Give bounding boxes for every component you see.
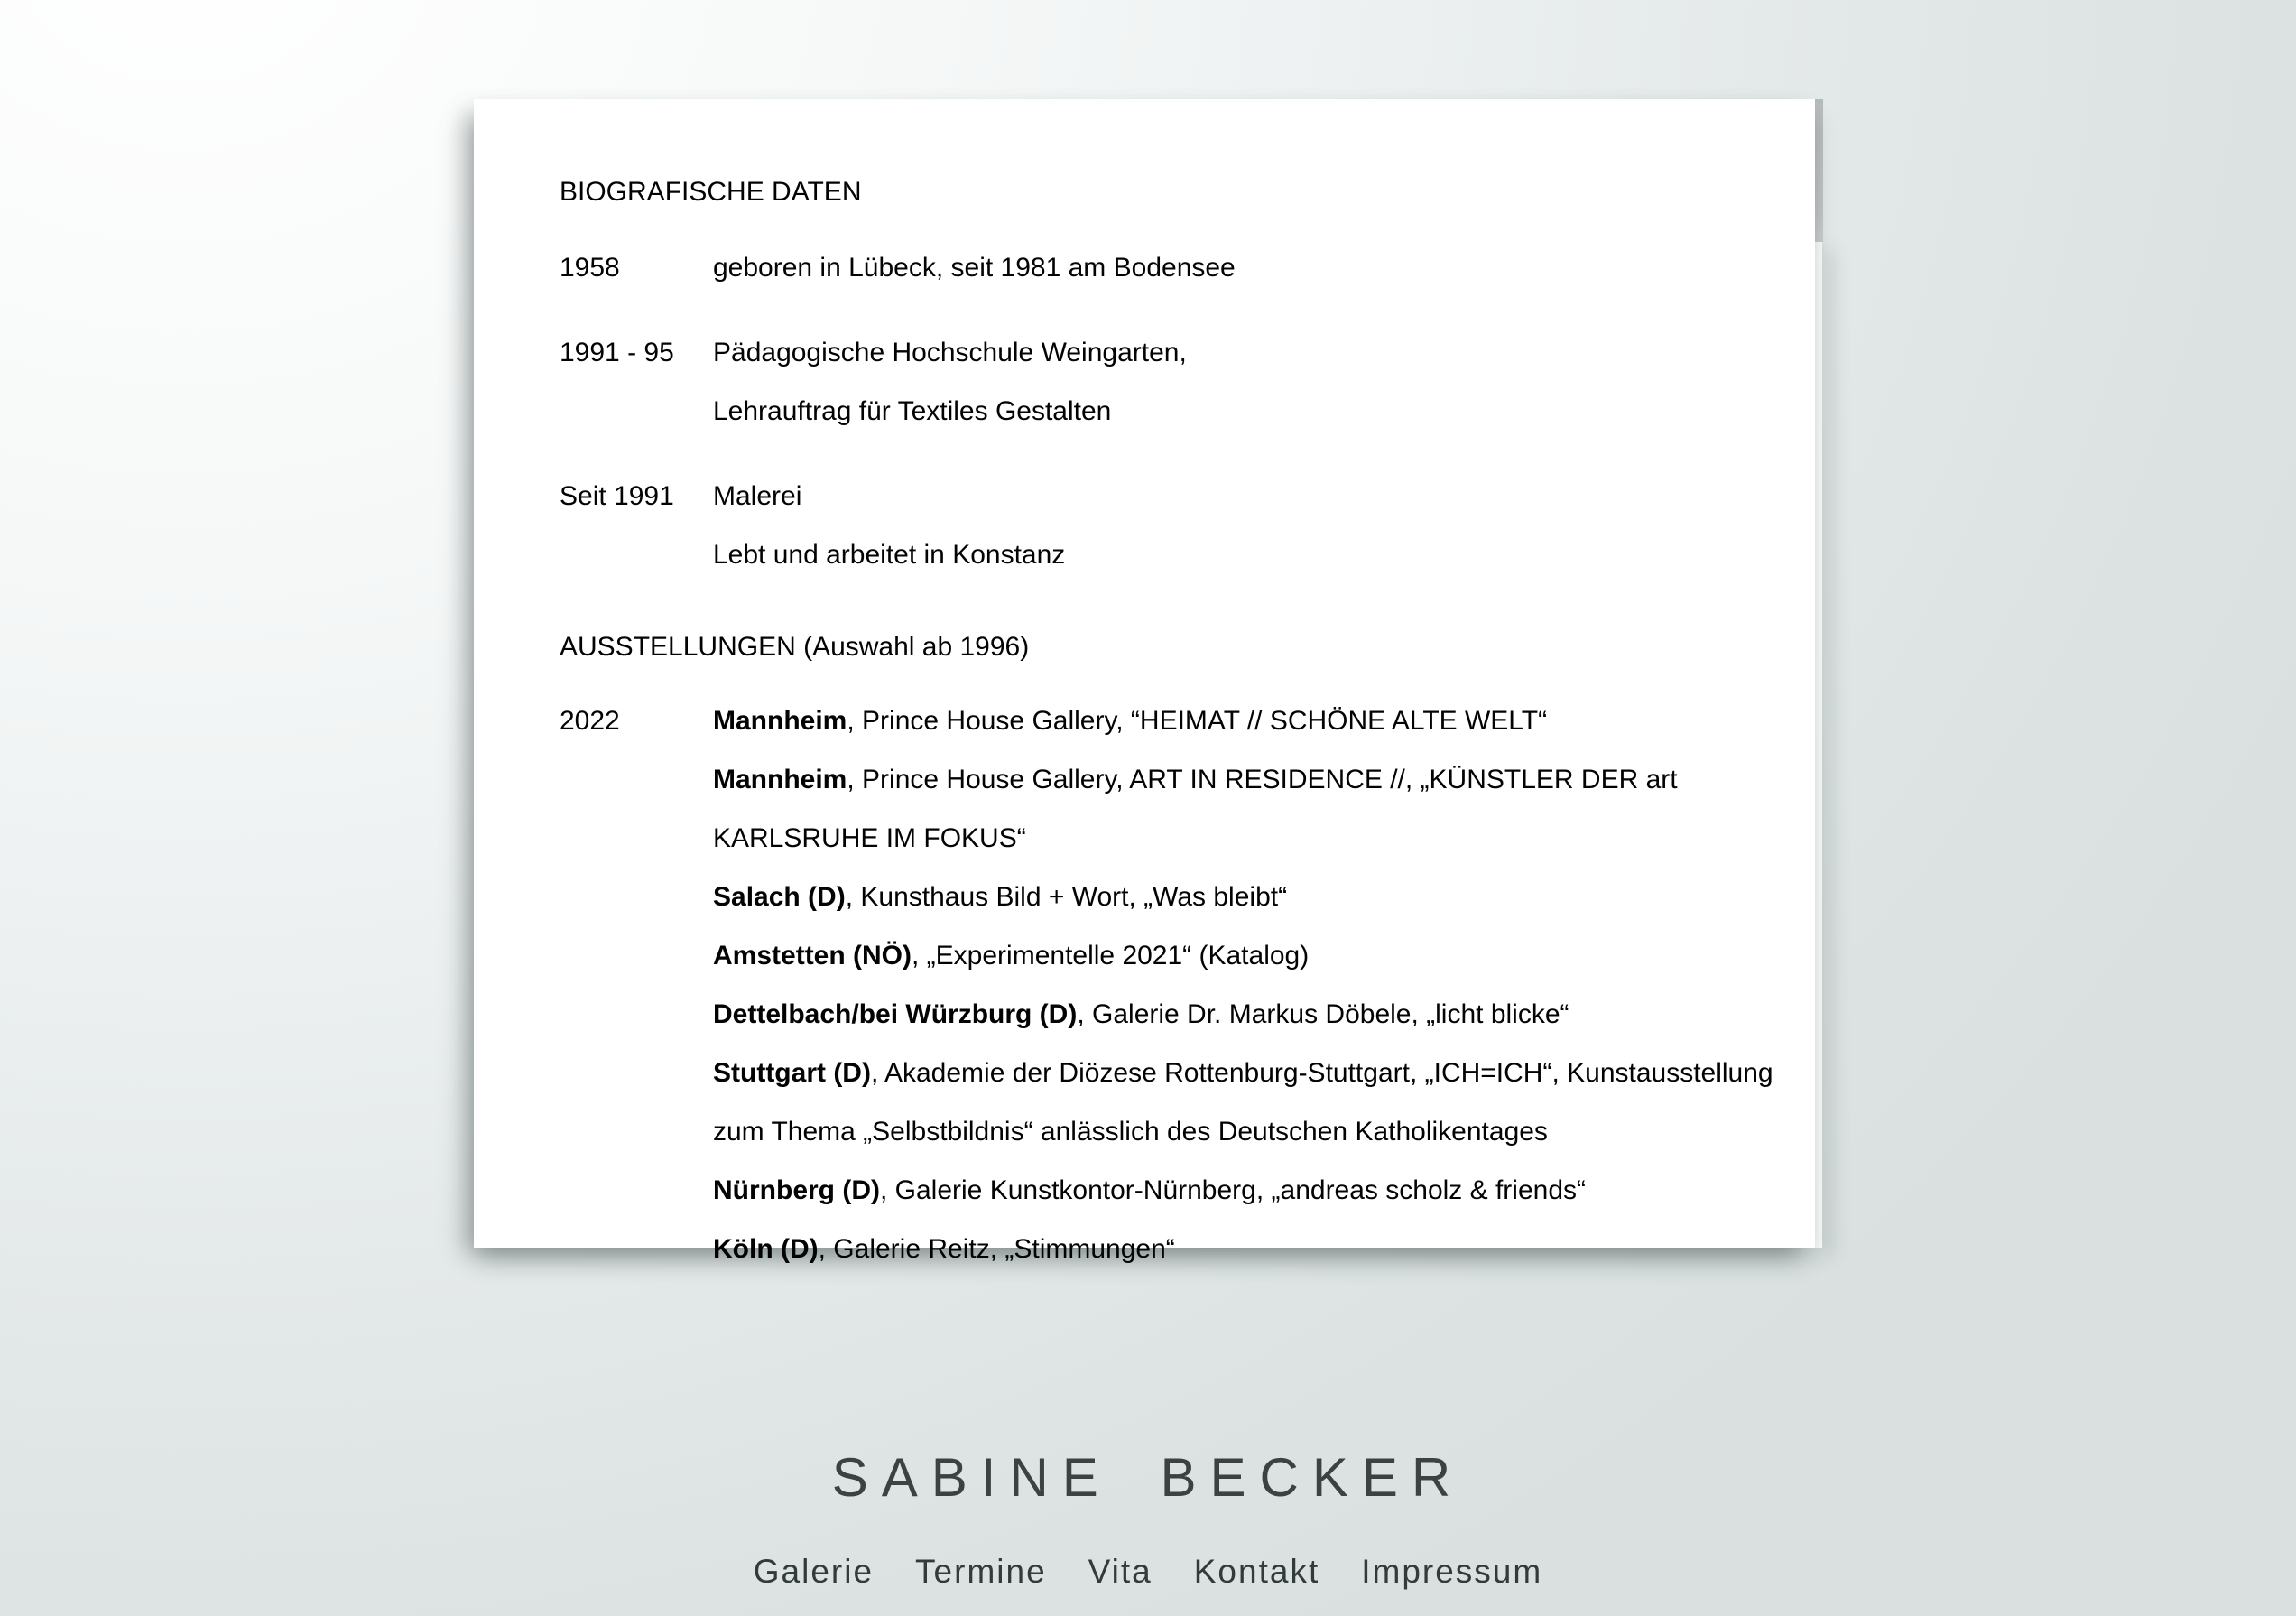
vita-line: Amstetten (NÖ), „Experimentelle 2021“ (Katalog) [713, 941, 1310, 971]
vita-line: Mannheim, Prince House Gallery, ART IN RESIDENCE //, „KÜNSTLER DER art [713, 765, 1678, 794]
vita-sheet [474, 99, 1815, 1264]
sheet-edge-shadow [1815, 99, 1823, 242]
vita-line: Lebt und arbeitet in Konstanz [713, 540, 1066, 570]
vita-year: 1991 - 95 [560, 338, 674, 367]
vita-entry-lines [713, 238, 1236, 297]
vita-line: Dettelbach/bei Würzburg (D), Galerie Dr. Markus Döbele, „licht blicke“ [713, 999, 1569, 1029]
footer-nav [0, 1553, 2296, 1591]
vita-entry-lines [713, 467, 1065, 584]
vita-line: zum Thema „Selbstbildnis“ anlässlich des Deutschen Katholikentages [713, 1117, 1548, 1147]
nav-item-vita[interactable]: Vita [1088, 1553, 1153, 1590]
vita-line: Nürnberg (D), Galerie Kunstkontor-Nürnberg, „andreas scholz & friends“ [713, 1175, 1587, 1205]
vita-line: Mannheim, Prince House Gallery, “HEIMAT // SCHÖNE ALTE WELT“ [713, 706, 1548, 736]
vita-year: 2022 [560, 706, 620, 736]
vita-entry-lines [713, 692, 1772, 1278]
nav-item-termine[interactable]: Termine [915, 1553, 1047, 1590]
vita-row [560, 467, 1772, 584]
nav-item-kontakt[interactable]: Kontakt [1193, 1553, 1320, 1590]
vita-year: Seit 1991 [560, 481, 674, 511]
vita-line: Stuttgart (D), Akademie der Diözese Rottenburg-Stuttgart, „ICH=ICH“, Kunstausstellung [713, 1058, 1773, 1088]
vita-content [474, 99, 1815, 1278]
nav-item-galerie[interactable]: Galerie [753, 1553, 875, 1590]
vita-line: geboren in Lübeck, seit 1981 am Bodensee [713, 253, 1236, 283]
vita-row [560, 238, 1772, 297]
vita-row [560, 323, 1772, 441]
vita-entry-lines [713, 323, 1187, 441]
vita-year: 1958 [560, 253, 620, 283]
sheet-back-edge [1815, 242, 1822, 1248]
vita-line: KARLSRUHE IM FOKUS“ [713, 823, 1026, 853]
section-heading: BIOGRAFISCHE DATEN [560, 177, 862, 207]
nav-item-impressum[interactable]: Impressum [1361, 1553, 1543, 1590]
vita-row [560, 692, 1772, 1278]
section-heading: AUSSTELLUNGEN (Auswahl ab 1996) [560, 632, 1030, 662]
vita-line: Lehrauftrag für Textiles Gestalten [713, 396, 1112, 426]
vita-line: Pädagogische Hochschule Weingarten, [713, 338, 1187, 367]
vita-line: Salach (D), Kunsthaus Bild + Wort, „Was bleibt“ [713, 882, 1288, 912]
vita-line: Malerei [713, 481, 802, 511]
site-logo[interactable]: SABINE BECKER [831, 1447, 1465, 1508]
vita-line: Köln (D), Galerie Reitz, „Stimmungen“ [713, 1234, 1175, 1264]
